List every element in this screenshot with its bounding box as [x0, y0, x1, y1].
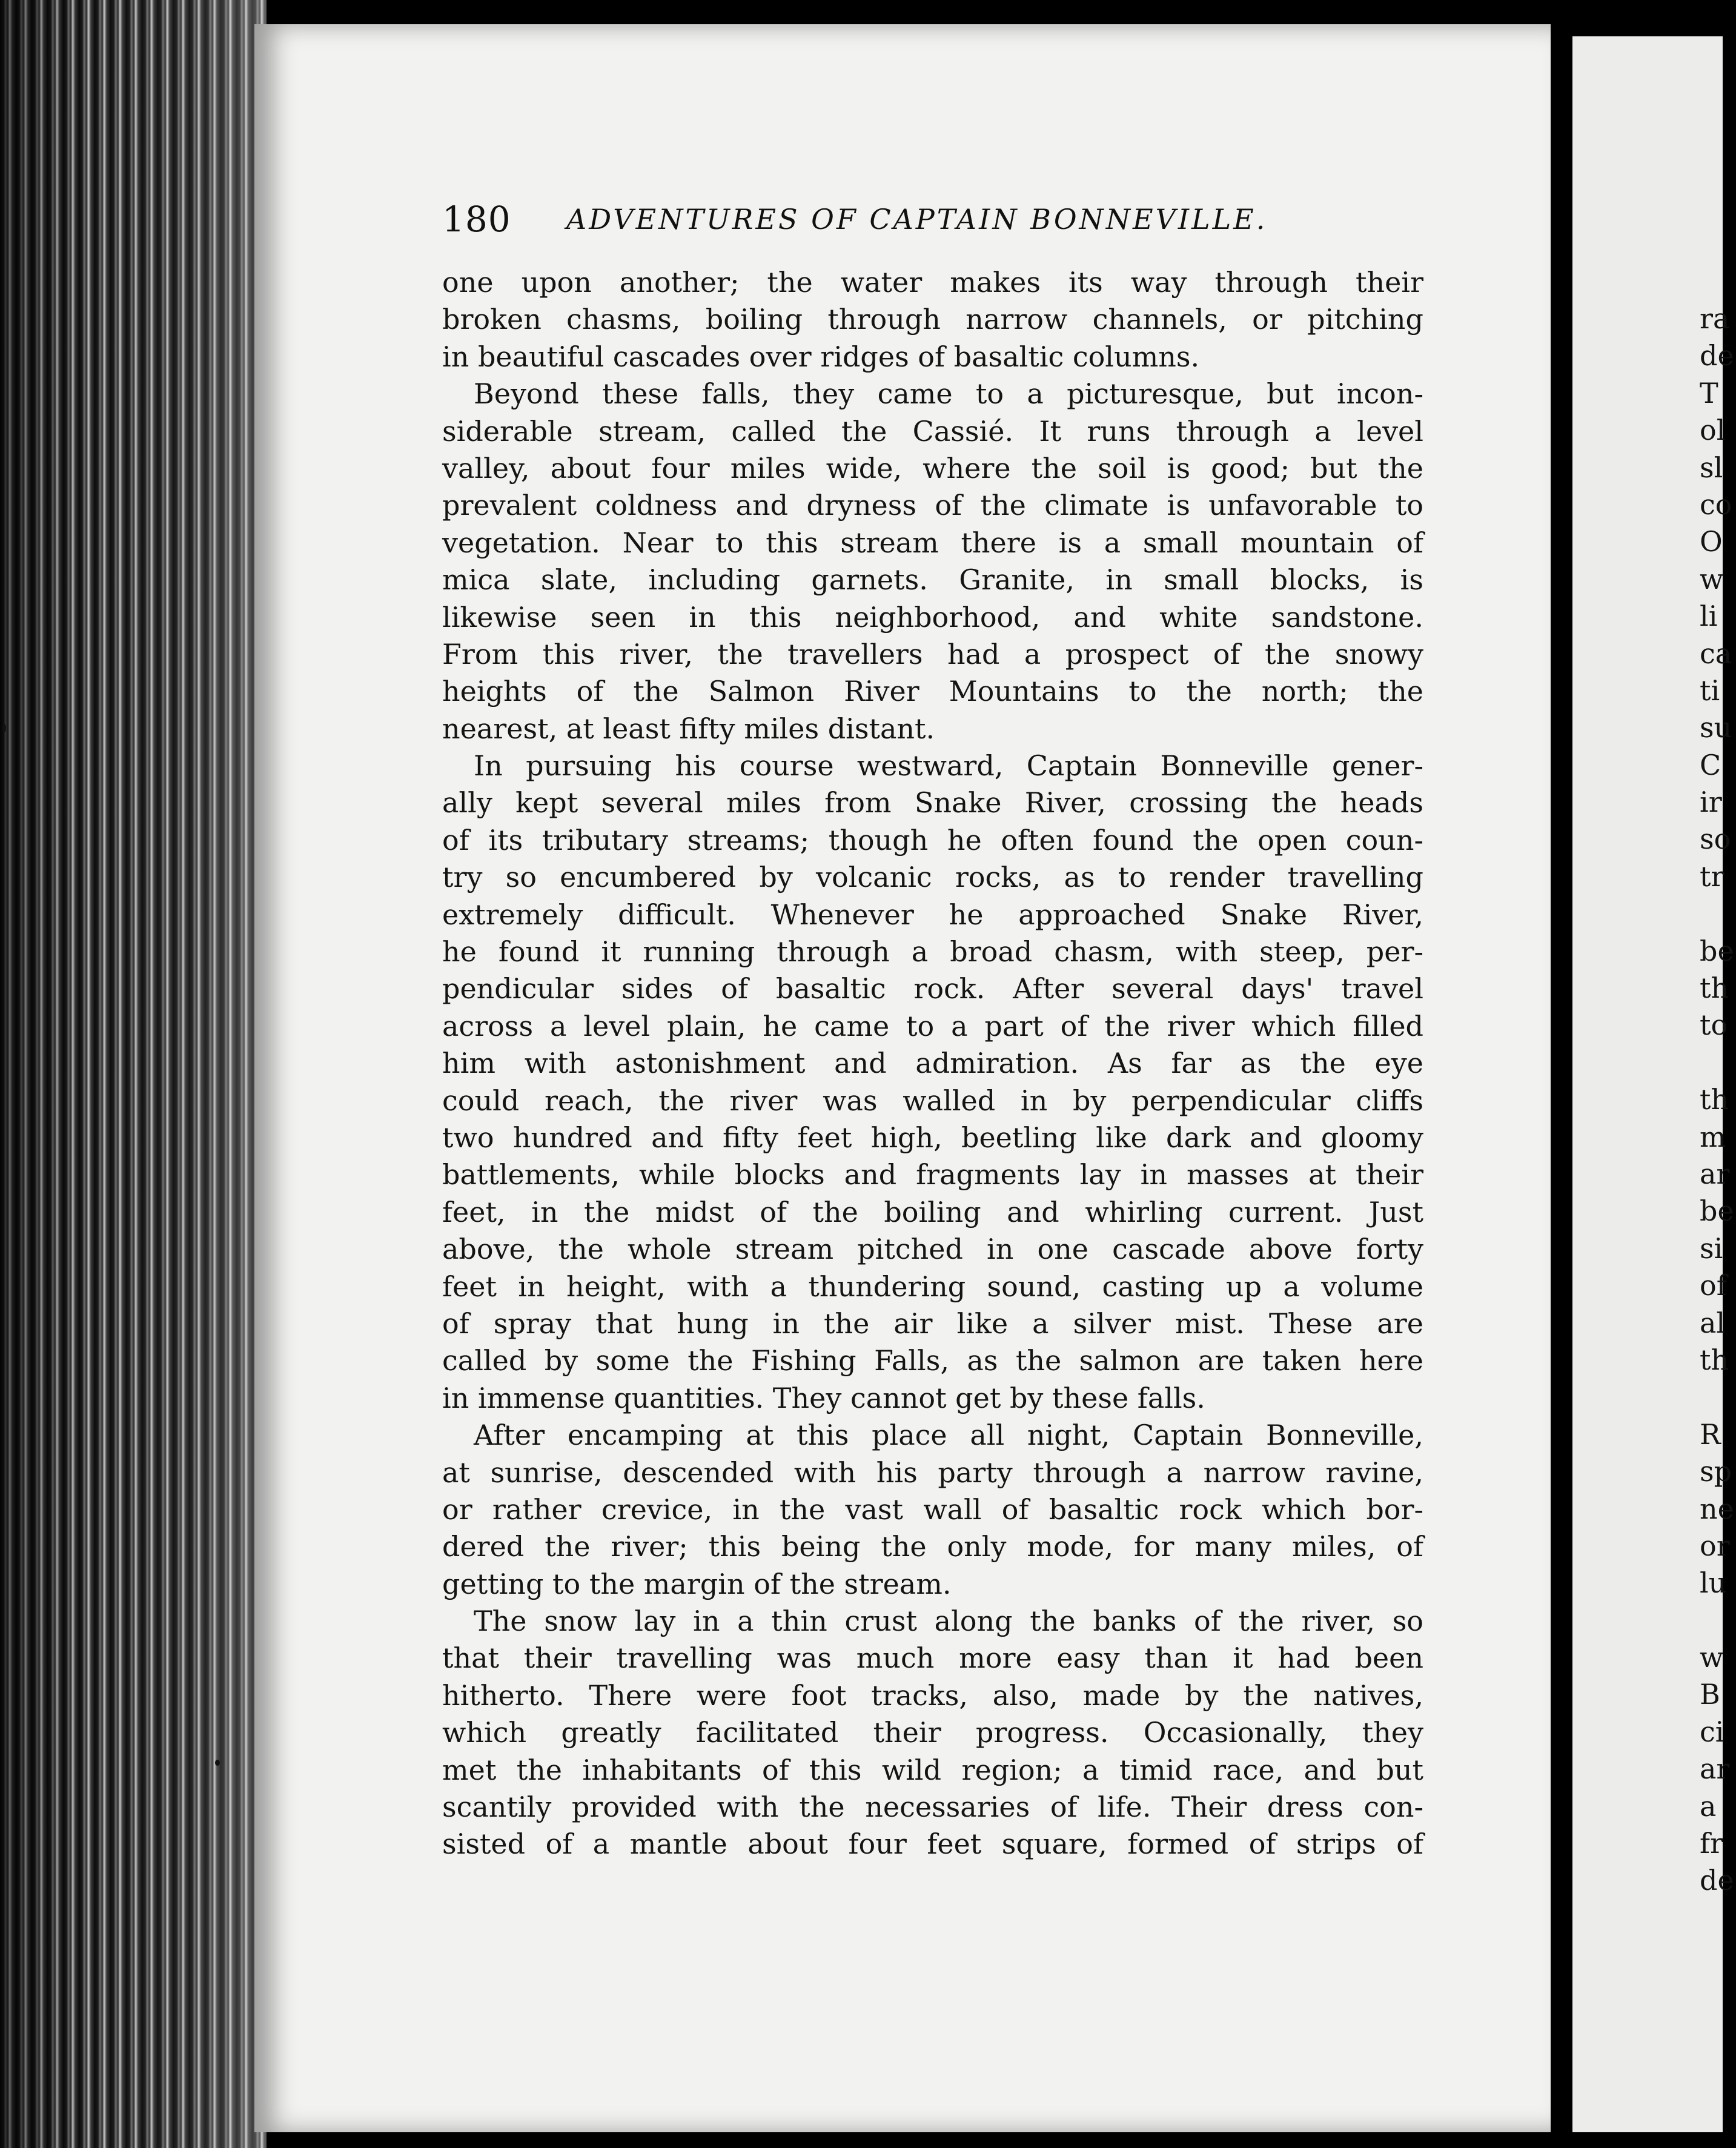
- facing-page-fragment: co: [1700, 488, 1732, 521]
- text-line: feet in height, with a thundering sound, casting up a volume: [442, 1270, 1423, 1303]
- text-line: heights of the Salmon River Mountains to the north; the: [442, 675, 1423, 708]
- facing-page-fragment: ne: [1700, 1492, 1734, 1525]
- edge-speck: [2, 724, 6, 732]
- text-line: prevalent coldness and dryness of the climate is unfavorable to: [442, 489, 1423, 522]
- text-line: nearest, at least fifty miles distant.: [442, 712, 935, 745]
- facing-page-fragment: [1700, 1602, 1736, 1639]
- facing-page-fragment: fr: [1700, 1827, 1724, 1860]
- facing-page-fragment: de: [1700, 1864, 1734, 1897]
- text-line: dered the river; this being the only mode, for many miles, of: [442, 1530, 1423, 1563]
- facing-page-fragment: of: [1700, 1269, 1727, 1302]
- text-line: that their travelling was much more easy than it had been: [442, 1642, 1423, 1675]
- facing-page-fragment: R: [1700, 1417, 1721, 1451]
- facing-page-fragment: ol: [1700, 414, 1726, 447]
- page-gutter: [1551, 0, 1572, 2148]
- facing-page-fragment: [1700, 1379, 1736, 1416]
- facing-page-fragment: ti: [1700, 674, 1720, 707]
- text-line: try so encumbered by volcanic rocks, as to render travelling: [442, 861, 1423, 894]
- facing-page-fragment: [1700, 1044, 1736, 1081]
- page-number: 180: [442, 199, 511, 240]
- text-line: which greatly facilitated their progress. Occasionally, they: [442, 1716, 1423, 1749]
- text-line: in immense quantities. They cannot get by these falls.: [442, 1381, 1205, 1414]
- text-line: of its tributary streams; though he often found the open coun-: [442, 823, 1423, 857]
- facing-page-fragment: th: [1700, 972, 1729, 1005]
- facing-page-fragment: [1700, 895, 1736, 932]
- facing-page-fragment: sl: [1700, 451, 1723, 484]
- text-line: battlements, while blocks and fragments lay in masses at their: [442, 1158, 1423, 1192]
- text-line: siderable stream, called the Cassié. It runs through a level: [442, 414, 1423, 448]
- text-line: him with astonishment and admiration. As far as the eye: [442, 1047, 1423, 1080]
- text-line: sisted of a mantle about four feet square, formed of strips of: [442, 1828, 1423, 1861]
- book-edge-shadow: [0, 0, 267, 2148]
- text-line: valley, about four miles wide, where the soil is good; but the: [442, 451, 1423, 485]
- text-line: likewise seen in this neighborhood, and white sandstone.: [442, 600, 1423, 634]
- facing-page-fragment: th: [1700, 1343, 1729, 1376]
- text-line: The snow lay in a thin crust along the banks of the river, so: [474, 1605, 1423, 1638]
- text-line: above, the whole stream pitched in one cascade above forty: [442, 1233, 1423, 1266]
- text-line: met the inhabitants of this wild region; a timid race, and but: [442, 1753, 1423, 1786]
- facing-page: [1572, 36, 1734, 2132]
- text-line: could reach, the river was walled in by perpendicular cliffs: [442, 1084, 1423, 1117]
- facing-page-fragment: lu: [1700, 1566, 1727, 1600]
- running-title: ADVENTURES OF CAPTAIN BONNEVILLE.: [566, 203, 1268, 236]
- facing-page-fragment: be: [1700, 1195, 1734, 1228]
- facing-page-fragment: C: [1700, 748, 1721, 781]
- text-line: feet, in the midst of the boiling and whirling current. Just: [442, 1195, 1423, 1228]
- facing-page-fragment: m: [1700, 1120, 1726, 1153]
- facing-page-fragment: to: [1700, 1009, 1728, 1042]
- facing-page-fragment: O: [1700, 525, 1723, 559]
- facing-page-fragment: so: [1700, 823, 1731, 856]
- facing-page-fragment: sp: [1700, 1455, 1732, 1488]
- text-line: called by some the Fishing Falls, as the salmon are taken here: [442, 1344, 1423, 1377]
- facing-page-fragment: su: [1700, 711, 1732, 744]
- facing-page-fragment: ci: [1700, 1715, 1724, 1748]
- body-text: [442, 264, 1423, 1863]
- text-line: broken chasms, boiling through narrow channels, or pitching: [442, 303, 1423, 336]
- facing-page-fragment: w: [1700, 562, 1724, 595]
- text-line: In pursuing his course westward, Captain Bonneville gener-: [474, 749, 1423, 783]
- facing-page-fragment: al: [1700, 1306, 1726, 1339]
- text-line: ally kept several miles from Snake River, crossing the heads: [442, 786, 1423, 820]
- facing-page-fragment: si: [1700, 1231, 1723, 1265]
- facing-page-fragment: a: [1700, 1789, 1717, 1823]
- facing-page-fragment: de: [1700, 339, 1734, 373]
- facing-page-fragment: ra: [1700, 302, 1730, 335]
- text-line: at sunrise, descended with his party through a narrow ravine,: [442, 1456, 1423, 1489]
- text-line: From this river, the travellers had a prospect of the snowy: [442, 637, 1423, 671]
- text-line: he found it running through a broad chasm, with steep, per-: [442, 935, 1423, 969]
- facing-page-fragment: li: [1700, 600, 1718, 633]
- facing-page-fragment: w: [1700, 1641, 1724, 1674]
- text-line: across a level plain, he came to a part of the river which filled: [442, 1009, 1423, 1043]
- page-header: [442, 195, 1442, 244]
- facing-page-fragment: tr: [1700, 860, 1724, 893]
- facing-page-fragment: B: [1700, 1678, 1720, 1711]
- edge-speck: [215, 1760, 220, 1766]
- facing-page-fragment: ca: [1700, 637, 1732, 670]
- text-line: After encamping at this place all night, Captain Bonneville,: [474, 1419, 1423, 1452]
- facing-page-fragment: or: [1700, 1529, 1730, 1562]
- text-line: two hundred and fifty feet high, beetling like dark and gloomy: [442, 1121, 1423, 1154]
- text-line: pendicular sides of basaltic rock. After several days' travel: [442, 972, 1423, 1006]
- facing-page-fragment: ir: [1700, 786, 1722, 819]
- text-line: one upon another; the water makes its way through their: [442, 266, 1423, 299]
- text-line: or rather crevice, in the vast wall of basaltic rock which bor-: [442, 1493, 1423, 1526]
- text-line: scantily provided with the necessaries of life. Their dress con-: [442, 1791, 1423, 1824]
- facing-page-fragment: ar: [1700, 1752, 1730, 1786]
- text-line: in beautiful cascades over ridges of basaltic columns.: [442, 340, 1200, 373]
- text-line: extremely difficult. Whenever he approached Snake River,: [442, 898, 1423, 931]
- text-line: vegetation. Near to this stream there is a small mountain of: [442, 526, 1423, 559]
- text-line: hitherto. There were foot tracks, also, made by the natives,: [442, 1679, 1423, 1712]
- facing-page-fragment: th: [1700, 1083, 1729, 1116]
- text-line: mica slate, including garnets. Granite, in small blocks, is: [442, 563, 1423, 597]
- facing-page-text: [1700, 300, 1736, 1900]
- text-line: Beyond these falls, they came to a picturesque, but incon-: [474, 377, 1423, 411]
- facing-page-fragment: ar: [1700, 1157, 1730, 1190]
- text-line: getting to the margin of the stream.: [442, 1567, 952, 1600]
- text-line: of spray that hung in the air like a silver mist. These are: [442, 1307, 1423, 1340]
- facing-page-fragment: T: [1700, 376, 1718, 409]
- facing-page-fragment: be: [1700, 934, 1734, 967]
